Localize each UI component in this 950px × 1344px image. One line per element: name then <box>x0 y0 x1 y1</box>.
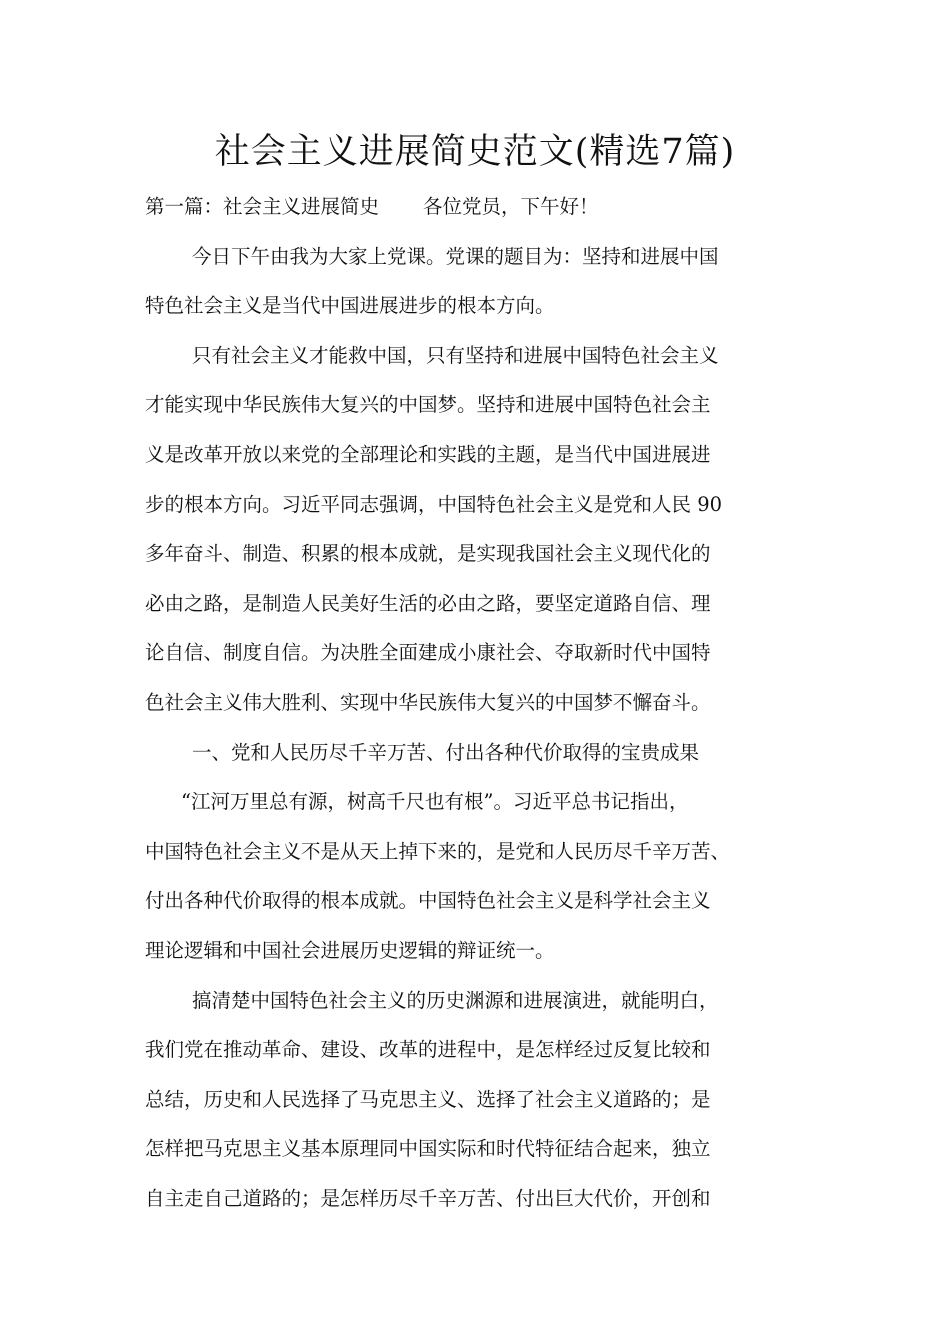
paragraph-line: 今日下午由我为大家上党课。党课的题目为：坚持和进展中国 <box>192 244 719 268</box>
paragraph-line: 搞清楚中国特色社会主义的历史渊源和进展演进，就能明白， <box>192 988 719 1012</box>
paragraph-line: 才能实现中华民族伟大复兴的中国梦。坚持和进展中国特色社会主 <box>145 393 711 417</box>
paragraph-line: 我们党在推动革命、建设、改革的进程中，是怎样经过反复比较和 <box>145 1038 711 1062</box>
paragraph-line: 论自信、制度自信。为决胜全面建成小康社会、夺取新时代中国特 <box>145 641 711 665</box>
paragraph-line: 步的根本方向。习近平同志强调，中国特色社会主义是党和人民 90 <box>145 492 723 516</box>
document-title: 社会主义进展简史范文(精选7篇) <box>214 132 736 172</box>
paragraph-line: 多年奋斗、制造、积累的根本成就，是实现我国社会主义现代化的 <box>145 542 711 566</box>
paragraph-line: 付出各种代价取得的根本成就。中国特色社会主义是科学社会主义 <box>145 889 711 913</box>
document-body <box>145 182 810 1223</box>
paragraph-line: 义是改革开放以来党的全部理论和实践的主题，是当代中国进展进 <box>145 442 711 466</box>
paragraph-line: 总结，历史和人民选择了马克思主义、选择了社会主义道路的；是 <box>145 1087 711 1111</box>
paragraph-line: 特色社会主义是当代中国进展进步的根本方向。 <box>145 294 555 318</box>
paragraph-line: 色社会主义伟大胜利、实现中华民族伟大复兴的中国梦不懈奋斗。 <box>145 690 711 714</box>
paragraph-line: 必由之路，是制造人民美好生活的必由之路，要坚定道路自信、理 <box>145 591 711 615</box>
paragraph-line: 只有社会主义才能救中国，只有坚持和进展中国特色社会主义 <box>192 343 719 367</box>
paragraph-line: 理论逻辑和中国社会进展历史逻辑的辩证统一。 <box>145 938 555 962</box>
paragraph-line: “江河万里总有源，树高千尺也有根”。习近平总书记指出， <box>181 790 689 814</box>
paragraph-line: 中国特色社会主义不是从天上掉下来的，是党和人民历尽千辛万苦、 <box>145 839 731 863</box>
subsection-heading: 一、党和人民历尽千辛万苦、付出各种代价取得的宝贵成果 <box>192 740 700 764</box>
section-heading-line <box>145 182 810 232</box>
paragraph-line: 自主走自己道路的；是怎样历尽千辛万苦、付出巨大代价，开创和 <box>145 1186 711 1210</box>
section-heading: 第一篇：社会主义进展简史 <box>145 195 380 218</box>
greeting: 各位党员，下午好！ <box>423 195 599 218</box>
paragraph-line: 怎样把马克思主义基本原理同中国实际和时代特征结合起来，独立 <box>145 1137 711 1161</box>
